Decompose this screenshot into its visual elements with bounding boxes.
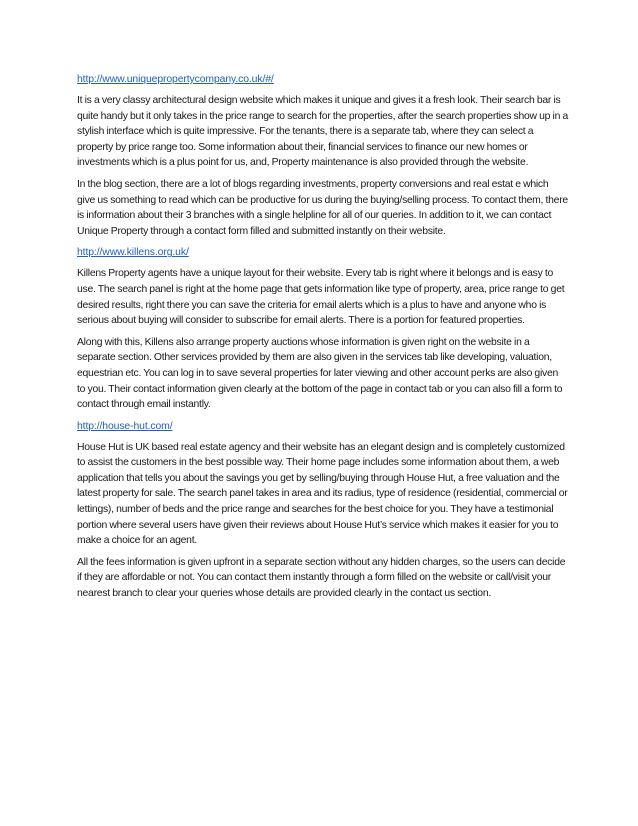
paragraph: Killens Property agents have a unique layout for their website. Every tab is right where it belongs and is easy to use. The search panel is right at the home page that gets information like type of property, area, price range to get desired results, right there you can save the criteria for email alerts which is a plus to have and anyone who is serious about buying will consider to subscribe for email alerts. There is a portion for featured properties. (77, 268, 565, 327)
section-killens (77, 245, 568, 412)
link-house-hut[interactable]: http://house-hut.com/ (77, 420, 173, 432)
paragraph: Along with this, Killens also arrange property auctions whose information is given right on the website in a separate section. Other services provided by them are also given in the services tab like developing, valuation, equestrian etc. You can log in to save several properties for later viewing and other account perks are also given to you. Their contact information given clearly at the bottom of the page in contact tab or you can also fill a form to contact through email instantly. (77, 336, 563, 411)
paragraph: It is a very classy architectural design website which makes it unique and gives it a fresh look. Their search bar is quite handy but it only takes in the price range to search for the properties, after the search properties show up in a stylish interface which is quite impressive. For the tenants, there is a separate tab, where they can select a property by price range too. Some information about their, financial services to finance our new homes or investments which is a plus point for us, and, Property maintenance is also provided through the website. (77, 95, 568, 169)
paragraph: All the fees information is given upfront in a separate section without any hidden charges, so the users can decide if they are affordable or not. You can contact them instantly through a form filled on the website or call/visit your nearest branch to clear your queries whose details are provided clearly in the contact us section. (77, 556, 566, 600)
section-house-hut (77, 419, 568, 602)
paragraph: In the blog section, there are a lot of blogs regarding investments, property conversions and real estat e which give us something to read which can be productive for us during the buying/selling process. To contact them, there is information about their 3 branches with a single helpline for all of our queries. In addition to it, we can contact Unique Property through a contact form filled and submitted instantly on their website. (77, 178, 568, 237)
paragraph: House Hut is UK based real estate agency and their website has an elegant design and is completely customized to assist the customers in the best possible way. Their home page includes some information about them, a web application that tells you about the savings you get by selling/buying through House Hut, a free valuation and the latest property for sale. The search panel takes in area and its radius, type of residence (residential, commercial or lettings), number of beds and the price range and searches for the best choice for you. They have a testimonial portion where several users have given their reviews about House Hut’s service which makes it easier for you to make a choice for an agent. (77, 441, 568, 547)
link-unique-property[interactable]: http://www.uniquepropertycompany.co.uk/#/ (77, 74, 274, 85)
link-killens[interactable]: http://www.killens.org.uk/ (77, 247, 189, 259)
section-unique-property (77, 72, 568, 239)
